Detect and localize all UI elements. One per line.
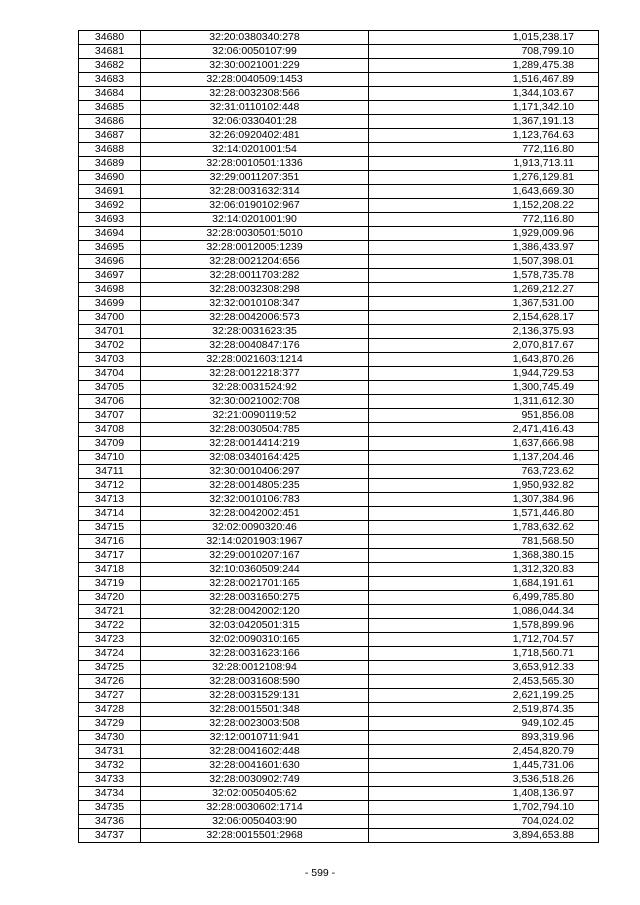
cadastral-number-cell: 32:21:0090119:52	[141, 409, 369, 423]
table-row	[79, 591, 599, 605]
cadastral-number-cell: 32:28:0030504:785	[141, 423, 369, 437]
cadastral-number-cell: 32:28:0030501:5010	[141, 227, 369, 241]
cadastral-number-cell: 32:06:0050403:90	[141, 815, 369, 829]
amount-cell: 1,171,342.10	[369, 101, 599, 115]
row-number-cell: 34721	[79, 605, 141, 619]
amount-cell: 2,454,820.79	[369, 745, 599, 759]
amount-cell: 2,471,416.43	[369, 423, 599, 437]
amount-cell: 1,507,398.01	[369, 255, 599, 269]
table-row	[79, 311, 599, 325]
row-number-cell: 34692	[79, 199, 141, 213]
row-number-cell: 34737	[79, 829, 141, 843]
table-row	[79, 703, 599, 717]
cadastral-number-cell: 32:20:0380340:278	[141, 31, 369, 45]
cadastral-number-cell: 32:28:0032308:566	[141, 87, 369, 101]
amount-cell: 1,311,612.30	[369, 395, 599, 409]
cadastral-number-cell: 32:28:0040847:176	[141, 339, 369, 353]
amount-cell: 949,102.45	[369, 717, 599, 731]
row-number-cell: 34736	[79, 815, 141, 829]
amount-cell: 1,276,129.81	[369, 171, 599, 185]
row-number-cell: 34693	[79, 213, 141, 227]
amount-cell: 2,519,874.35	[369, 703, 599, 717]
row-number-cell: 34720	[79, 591, 141, 605]
row-number-cell: 34695	[79, 241, 141, 255]
table-row	[79, 787, 599, 801]
cadastral-number-cell: 32:12:0010711:941	[141, 731, 369, 745]
cadastral-number-cell: 32:32:0010108:347	[141, 297, 369, 311]
table-row	[79, 255, 599, 269]
row-number-cell: 34725	[79, 661, 141, 675]
cadastral-number-cell: 32:28:0012218:377	[141, 367, 369, 381]
amount-cell: 1,300,745.49	[369, 381, 599, 395]
row-number-cell: 34731	[79, 745, 141, 759]
amount-cell: 2,070,817.67	[369, 339, 599, 353]
table-row	[79, 129, 599, 143]
row-number-cell: 34716	[79, 535, 141, 549]
table-row	[79, 563, 599, 577]
table-row	[79, 829, 599, 843]
cadastral-number-cell: 32:28:0011703:282	[141, 269, 369, 283]
row-number-cell: 34704	[79, 367, 141, 381]
table-row	[79, 409, 599, 423]
amount-cell: 1,086,044.34	[369, 605, 599, 619]
amount-cell: 1,637,666.98	[369, 437, 599, 451]
row-number-cell: 34728	[79, 703, 141, 717]
amount-cell: 1,408,136.97	[369, 787, 599, 801]
cadastral-number-cell: 32:30:0021001:229	[141, 59, 369, 73]
cadastral-number-cell: 32:28:0041602:448	[141, 745, 369, 759]
row-number-cell: 34702	[79, 339, 141, 353]
amount-cell: 1,137,204.46	[369, 451, 599, 465]
table-row	[79, 815, 599, 829]
cadastral-number-cell: 32:28:0010501:1336	[141, 157, 369, 171]
row-number-cell: 34733	[79, 773, 141, 787]
cadastral-number-cell: 32:28:0031608:590	[141, 675, 369, 689]
cadastral-number-cell: 32:28:0030902:749	[141, 773, 369, 787]
table-row	[79, 647, 599, 661]
cadastral-number-cell: 32:28:0021701:165	[141, 577, 369, 591]
cadastral-number-cell: 32:02:0090310:165	[141, 633, 369, 647]
cadastral-value-table	[78, 30, 598, 843]
table-row	[79, 745, 599, 759]
table-row	[79, 577, 599, 591]
amount-cell: 1,289,475.38	[369, 59, 599, 73]
table-row	[79, 423, 599, 437]
table-row	[79, 339, 599, 353]
row-number-cell: 34735	[79, 801, 141, 815]
row-number-cell: 34682	[79, 59, 141, 73]
row-number-cell: 34724	[79, 647, 141, 661]
table-row	[79, 199, 599, 213]
cadastral-number-cell: 32:06:0190102:967	[141, 199, 369, 213]
row-number-cell: 34709	[79, 437, 141, 451]
amount-cell: 2,621,199.25	[369, 689, 599, 703]
amount-cell: 1,516,467.89	[369, 73, 599, 87]
cadastral-number-cell: 32:28:0041601:630	[141, 759, 369, 773]
row-number-cell: 34705	[79, 381, 141, 395]
row-number-cell: 34711	[79, 465, 141, 479]
cadastral-number-cell: 32:28:0031650:275	[141, 591, 369, 605]
cadastral-number-cell: 32:30:0021002:708	[141, 395, 369, 409]
cadastral-number-cell: 32:28:0031524:92	[141, 381, 369, 395]
table-row	[79, 241, 599, 255]
table-row	[79, 59, 599, 73]
amount-cell: 1,571,446.80	[369, 507, 599, 521]
row-number-cell: 34719	[79, 577, 141, 591]
table-row	[79, 773, 599, 787]
amount-cell: 704,024.02	[369, 815, 599, 829]
cadastral-number-cell: 32:28:0031529:131	[141, 689, 369, 703]
amount-cell: 708,799.10	[369, 45, 599, 59]
table-row	[79, 759, 599, 773]
cadastral-number-cell: 32:28:0012108:94	[141, 661, 369, 675]
row-number-cell: 34718	[79, 563, 141, 577]
table-row	[79, 269, 599, 283]
table-row	[79, 185, 599, 199]
table-row	[79, 227, 599, 241]
table-row	[79, 689, 599, 703]
row-number-cell: 34684	[79, 87, 141, 101]
table-row	[79, 801, 599, 815]
cadastral-number-cell: 32:28:0042002:120	[141, 605, 369, 619]
amount-cell: 1,368,380.15	[369, 549, 599, 563]
table-row	[79, 73, 599, 87]
amount-cell: 1,913,713.11	[369, 157, 599, 171]
cadastral-number-cell: 32:08:0340164:425	[141, 451, 369, 465]
row-number-cell: 34700	[79, 311, 141, 325]
cadastral-number-cell: 32:31:0110102:448	[141, 101, 369, 115]
amount-cell: 1,015,238.17	[369, 31, 599, 45]
cadastral-number-cell: 32:28:0021603:1214	[141, 353, 369, 367]
cadastral-number-cell: 32:30:0010406:297	[141, 465, 369, 479]
row-number-cell: 34687	[79, 129, 141, 143]
amount-cell: 1,367,531.00	[369, 297, 599, 311]
amount-cell: 1,643,870.26	[369, 353, 599, 367]
table-row	[79, 213, 599, 227]
amount-cell: 951,856.08	[369, 409, 599, 423]
amount-cell: 2,136,375.93	[369, 325, 599, 339]
row-number-cell: 34722	[79, 619, 141, 633]
cadastral-number-cell: 32:28:0040509:1453	[141, 73, 369, 87]
cadastral-number-cell: 32:29:0011207:351	[141, 171, 369, 185]
table-row	[79, 325, 599, 339]
amount-cell: 2,154,628.17	[369, 311, 599, 325]
row-number-cell: 34703	[79, 353, 141, 367]
table-row	[79, 283, 599, 297]
cadastral-number-cell: 32:28:0031623:35	[141, 325, 369, 339]
row-number-cell: 34723	[79, 633, 141, 647]
table-row	[79, 171, 599, 185]
cadastral-number-cell: 32:28:0042006:573	[141, 311, 369, 325]
amount-cell: 1,269,212.27	[369, 283, 599, 297]
table-row	[79, 87, 599, 101]
amount-cell: 1,344,103.67	[369, 87, 599, 101]
row-number-cell: 34712	[79, 479, 141, 493]
cadastral-number-cell: 32:28:0015501:348	[141, 703, 369, 717]
row-number-cell: 34680	[79, 31, 141, 45]
amount-cell: 1,702,794.10	[369, 801, 599, 815]
table-row	[79, 479, 599, 493]
table-row	[79, 395, 599, 409]
cadastral-number-cell: 32:28:0042002:451	[141, 507, 369, 521]
amount-cell: 781,568.50	[369, 535, 599, 549]
cadastral-number-cell: 32:03:0420501:315	[141, 619, 369, 633]
table-row	[79, 115, 599, 129]
row-number-cell: 34707	[79, 409, 141, 423]
cadastral-number-cell: 32:28:0021204:656	[141, 255, 369, 269]
table-row	[79, 549, 599, 563]
row-number-cell: 34708	[79, 423, 141, 437]
cadastral-number-cell: 32:26:0920402:481	[141, 129, 369, 143]
cadastral-number-cell: 32:28:0023003:508	[141, 717, 369, 731]
cadastral-number-cell: 32:02:0090320:46	[141, 521, 369, 535]
cadastral-number-cell: 32:02:0050405:62	[141, 787, 369, 801]
amount-cell: 1,367,191.13	[369, 115, 599, 129]
amount-cell: 3,653,912.33	[369, 661, 599, 675]
table-row	[79, 717, 599, 731]
row-number-cell: 34727	[79, 689, 141, 703]
amount-cell: 2,453,565.30	[369, 675, 599, 689]
amount-cell: 1,578,899.96	[369, 619, 599, 633]
table-row	[79, 521, 599, 535]
amount-cell: 1,929,009.96	[369, 227, 599, 241]
amount-cell: 3,894,653.88	[369, 829, 599, 843]
row-number-cell: 34710	[79, 451, 141, 465]
row-number-cell: 34732	[79, 759, 141, 773]
row-number-cell: 34685	[79, 101, 141, 115]
table-row	[79, 619, 599, 633]
table-row	[79, 367, 599, 381]
cadastral-number-cell: 32:14:0201001:90	[141, 213, 369, 227]
row-number-cell: 34717	[79, 549, 141, 563]
table-row	[79, 535, 599, 549]
cadastral-number-cell: 32:10:0360509:244	[141, 563, 369, 577]
cadastral-number-cell: 32:14:0201001:54	[141, 143, 369, 157]
amount-cell: 1,643,669.30	[369, 185, 599, 199]
cadastral-number-cell: 32:28:0014414:219	[141, 437, 369, 451]
amount-cell: 893,319.96	[369, 731, 599, 745]
table-row	[79, 633, 599, 647]
amount-cell: 772,116.80	[369, 213, 599, 227]
cadastral-number-cell: 32:14:0201903:1967	[141, 535, 369, 549]
row-number-cell: 34734	[79, 787, 141, 801]
row-number-cell: 34689	[79, 157, 141, 171]
table-row	[79, 101, 599, 115]
table-row	[79, 381, 599, 395]
table-row	[79, 675, 599, 689]
row-number-cell: 34714	[79, 507, 141, 521]
row-number-cell: 34683	[79, 73, 141, 87]
row-number-cell: 34715	[79, 521, 141, 535]
amount-cell: 1,312,320.83	[369, 563, 599, 577]
amount-cell: 1,783,632.62	[369, 521, 599, 535]
row-number-cell: 34691	[79, 185, 141, 199]
amount-cell: 3,536,518.26	[369, 773, 599, 787]
table-row	[79, 31, 599, 45]
amount-cell: 1,712,704.57	[369, 633, 599, 647]
page-number: - 599 -	[304, 867, 336, 879]
row-number-cell: 34726	[79, 675, 141, 689]
row-number-cell: 34699	[79, 297, 141, 311]
amount-cell: 1,123,764.63	[369, 129, 599, 143]
table-row	[79, 507, 599, 521]
cadastral-number-cell: 32:06:0050107:99	[141, 45, 369, 59]
row-number-cell: 34697	[79, 269, 141, 283]
amount-cell: 772,116.80	[369, 143, 599, 157]
table-row	[79, 605, 599, 619]
table-row	[79, 297, 599, 311]
amount-cell: 1,684,191.61	[369, 577, 599, 591]
amount-cell: 6,499,785.80	[369, 591, 599, 605]
table-row	[79, 465, 599, 479]
cadastral-number-cell: 32:28:0014805:235	[141, 479, 369, 493]
cadastral-number-cell: 32:28:0031632:314	[141, 185, 369, 199]
table-row	[79, 157, 599, 171]
cadastral-number-cell: 32:28:0032308:298	[141, 283, 369, 297]
amount-cell: 1,307,384.96	[369, 493, 599, 507]
row-number-cell: 34688	[79, 143, 141, 157]
row-number-cell: 34696	[79, 255, 141, 269]
cadastral-number-cell: 32:28:0031623:166	[141, 647, 369, 661]
cadastral-number-cell: 32:28:0012005:1239	[141, 241, 369, 255]
amount-cell: 763,723.62	[369, 465, 599, 479]
amount-cell: 1,718,560.71	[369, 647, 599, 661]
table-row	[79, 45, 599, 59]
row-number-cell: 34686	[79, 115, 141, 129]
cadastral-number-cell: 32:32:0010106:783	[141, 493, 369, 507]
row-number-cell: 34681	[79, 45, 141, 59]
row-number-cell: 34730	[79, 731, 141, 745]
amount-cell: 1,578,735.78	[369, 269, 599, 283]
row-number-cell: 34729	[79, 717, 141, 731]
cadastral-number-cell: 32:28:0030602:1714	[141, 801, 369, 815]
data-table	[78, 30, 599, 843]
cadastral-number-cell: 32:29:0010207:167	[141, 549, 369, 563]
cadastral-number-cell: 32:28:0015501:2968	[141, 829, 369, 843]
row-number-cell: 34713	[79, 493, 141, 507]
table-row	[79, 661, 599, 675]
table-row	[79, 437, 599, 451]
cadastral-number-cell: 32:06:0330401:28	[141, 115, 369, 129]
table-row	[79, 353, 599, 367]
table-row	[79, 451, 599, 465]
table-body	[79, 31, 599, 843]
amount-cell: 1,386,433.97	[369, 241, 599, 255]
amount-cell: 1,944,729.53	[369, 367, 599, 381]
row-number-cell: 34706	[79, 395, 141, 409]
table-row	[79, 493, 599, 507]
table-row	[79, 143, 599, 157]
row-number-cell: 34698	[79, 283, 141, 297]
amount-cell: 1,950,932.82	[369, 479, 599, 493]
row-number-cell: 34701	[79, 325, 141, 339]
amount-cell: 1,152,208.22	[369, 199, 599, 213]
amount-cell: 1,445,731.06	[369, 759, 599, 773]
row-number-cell: 34694	[79, 227, 141, 241]
table-row	[79, 731, 599, 745]
row-number-cell: 34690	[79, 171, 141, 185]
